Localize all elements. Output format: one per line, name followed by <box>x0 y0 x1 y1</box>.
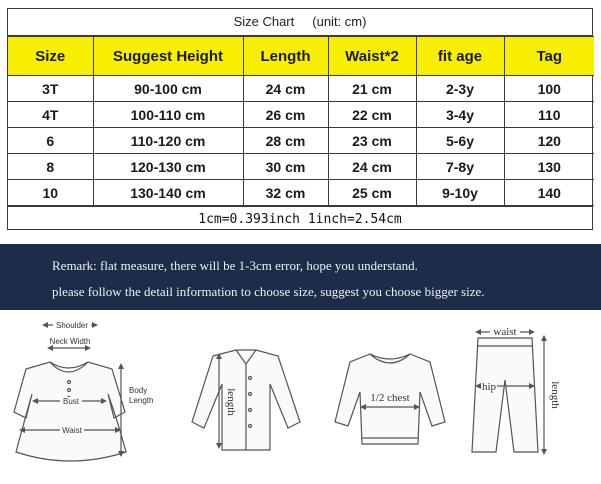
conversion-note: 1cm=0.393inch 1inch=2.54cm <box>8 206 592 233</box>
table-row <box>8 128 594 154</box>
dress-body-label: Body <box>129 386 148 395</box>
cell-length: 28 cm <box>243 128 328 154</box>
remark-line-1: Remark: flat measure, there will be 1-3cm error, hope you understand. <box>52 258 418 273</box>
size-table <box>8 36 594 206</box>
cell-waist: 21 cm <box>328 76 416 102</box>
table-row <box>8 154 594 180</box>
cell-length: 24 cm <box>243 76 328 102</box>
dress-length-label: Length <box>129 396 154 405</box>
cell-fit-age: 7-8y <box>416 154 504 180</box>
cell-fit-age: 9-10y <box>416 180 504 206</box>
dress-waist-label: Waist <box>62 426 82 435</box>
remark-banner <box>0 244 601 310</box>
cell-waist: 24 cm <box>328 154 416 180</box>
cell-tag: 140 <box>504 180 594 206</box>
cell-waist: 22 cm <box>328 102 416 128</box>
shirt-length-label: length <box>225 388 237 416</box>
cell-tag: 110 <box>504 102 594 128</box>
dress-bust-label: Bust <box>62 397 80 406</box>
cell-height: 110-120 cm <box>93 128 243 154</box>
table-row <box>8 76 594 102</box>
cell-fit-age: 2-3y <box>416 76 504 102</box>
table-header-row <box>8 37 594 76</box>
header-size: Size <box>8 37 93 76</box>
remark-line-2: please follow the detail information to choose size, suggest you choose bigger size. <box>52 284 485 299</box>
pants-length-label: length <box>549 381 561 409</box>
table-row <box>8 180 594 206</box>
sweater-chest-label: 1/2 chest <box>370 392 410 404</box>
cell-size: 3T <box>8 76 93 102</box>
chart-unit: (unit: cm) <box>312 14 367 29</box>
cell-waist: 23 cm <box>328 128 416 154</box>
cell-height: 130-140 cm <box>93 180 243 206</box>
chart-title <box>8 9 592 36</box>
cell-tag: 130 <box>504 154 594 180</box>
header-tag: Tag <box>504 37 594 76</box>
table-row <box>8 102 594 128</box>
cell-size: 10 <box>8 180 93 206</box>
cell-fit-age: 5-6y <box>416 128 504 154</box>
cell-height: 90-100 cm <box>93 76 243 102</box>
cell-size: 6 <box>8 128 93 154</box>
measurement-diagrams <box>0 312 601 484</box>
header-waist: Waist*2 <box>328 37 416 76</box>
pants-waist-label: waist <box>493 326 517 338</box>
header-fit-age: fit age <box>416 37 504 76</box>
header-height: Suggest Height <box>93 37 243 76</box>
cell-tag: 120 <box>504 128 594 154</box>
cell-length: 26 cm <box>243 102 328 128</box>
cell-fit-age: 3-4y <box>416 102 504 128</box>
chart-title-text: Size Chart <box>233 14 295 29</box>
dress-neck-label: Neck Width <box>49 337 91 346</box>
cell-height: 120-130 cm <box>93 154 243 180</box>
cell-size: 4T <box>8 102 93 128</box>
dress-shoulder-label: Shoulder <box>55 321 89 330</box>
cell-height: 100-110 cm <box>93 102 243 128</box>
shirt-diagram <box>192 350 300 450</box>
size-chart <box>7 8 593 230</box>
diagrams-svg <box>0 312 601 484</box>
pants-hip-label: hip <box>481 381 497 393</box>
cell-tag: 100 <box>504 76 594 102</box>
cell-size: 8 <box>8 154 93 180</box>
cell-waist: 25 cm <box>328 180 416 206</box>
header-length: Length <box>243 37 328 76</box>
cell-length: 32 cm <box>243 180 328 206</box>
cell-length: 30 cm <box>243 154 328 180</box>
